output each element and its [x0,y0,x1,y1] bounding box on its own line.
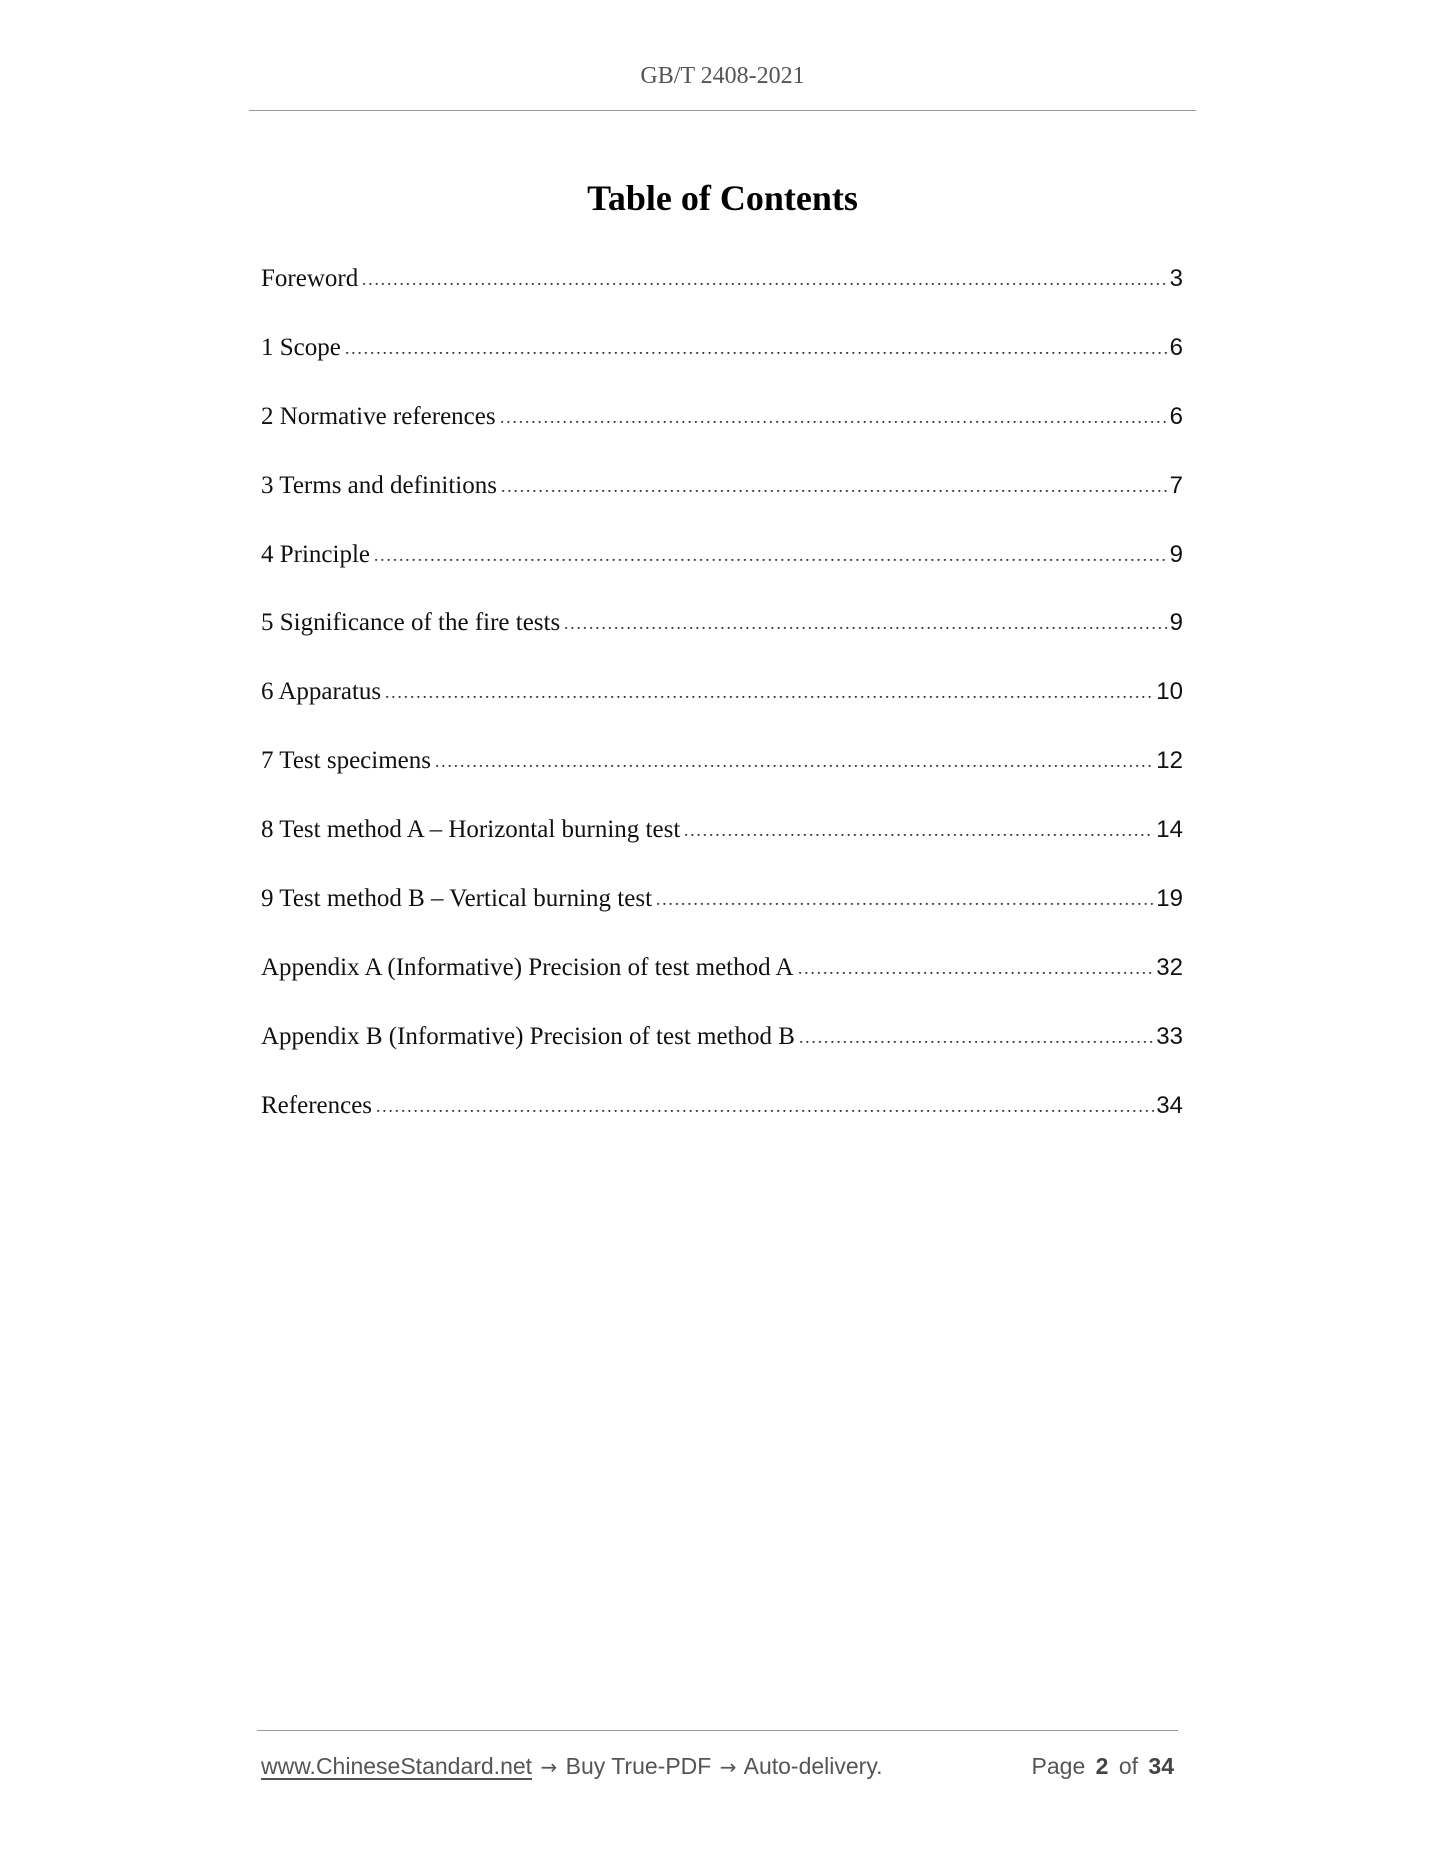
toc-entry-terms-and-definitions[interactable] [261,471,1183,540]
arrow-right-icon: → [540,1755,558,1779]
toc-entry-label: 1 Scope [261,333,341,361]
toc-entry-label: 8 Test method A – Horizontal burning test [261,816,681,844]
toc-entry-label: 6 Apparatus [261,678,382,706]
page-footer [257,1730,1178,1790]
toc-entry-page: 19 [1156,885,1183,913]
toc-entry-page: 9 [1169,609,1183,637]
toc-entry-test-method-b[interactable] [261,884,1183,953]
current-page-number: 2 [1095,1753,1109,1779]
toc-entry-label: Appendix B (Informative) Precision of test method B [261,1022,795,1050]
toc-entry-label: Appendix A (Informative) Precision of test method A [261,953,794,981]
toc-entry-test-specimens[interactable] [261,746,1183,815]
toc-entry-appendix-a[interactable] [261,953,1183,1022]
toc-entry-label: 9 Test method B – Vertical burning test [261,885,653,913]
toc-entry-page: 3 [1169,265,1183,292]
dot-leader [384,696,1154,698]
toc-entry-test-method-a[interactable] [261,815,1183,884]
toc-entry-label: 2 Normative references [261,402,496,430]
dot-leader [563,627,1167,629]
page-title: Table of Contents [587,178,858,219]
toc-entry-page: 6 [1169,333,1183,361]
toc-entry-page: 34 [1156,1091,1183,1119]
toc-entry-label: 7 Test specimens [261,747,431,775]
toc-entry-page: 33 [1156,1022,1183,1050]
document-code: GB/T 2408-2021 [640,63,805,89]
dot-leader [361,283,1167,285]
footer-step-buy: Buy True-PDF [565,1753,712,1779]
toc-entry-label: 4 Principle [261,540,371,568]
toc-entry-label: 5 Significance of the fire tests [261,609,561,637]
dot-leader [798,1041,1154,1043]
dot-leader [499,421,1168,423]
table-of-contents [261,264,1183,1160]
toc-entry-principle[interactable] [261,540,1183,609]
toc-entry-page: 32 [1156,953,1183,981]
toc-entry-page: 10 [1156,678,1183,706]
arrow-right-icon: → [719,1755,737,1779]
page-label: Page [1031,1753,1086,1779]
of-label: of [1118,1753,1139,1779]
toc-entry-page: 7 [1169,471,1183,499]
toc-entry-apparatus[interactable] [261,677,1183,746]
dot-leader [500,490,1168,492]
toc-entry-scope[interactable] [261,333,1183,402]
total-page-count: 34 [1148,1753,1174,1779]
toc-entry-page: 12 [1156,747,1183,775]
toc-entry-page: 6 [1169,402,1183,430]
footer-step-delivery: Auto-delivery. [743,1753,883,1779]
footer-divider [257,1730,1178,1731]
dot-leader [797,972,1155,974]
dot-leader [655,903,1154,905]
footer-promo [261,1752,883,1781]
toc-entry-label: Foreword [261,265,359,292]
toc-entry-label: References [261,1091,373,1119]
toc-entry-appendix-b[interactable] [261,1022,1183,1091]
toc-entry-page: 14 [1156,816,1183,844]
toc-entry-foreword[interactable] [261,264,1183,333]
page-indicator [1032,1752,1174,1780]
header-divider [249,110,1196,111]
dot-leader [373,559,1168,561]
website-link[interactable]: www.ChineseStandard.net [261,1753,533,1779]
dot-leader [434,765,1154,767]
toc-entry-significance-of-fire-tests[interactable] [261,608,1183,677]
dot-leader [344,352,1168,354]
toc-entry-references[interactable] [261,1091,1183,1160]
dot-leader [375,1110,1154,1112]
dot-leader [683,834,1154,836]
toc-entry-normative-references[interactable] [261,402,1183,471]
page-header [249,0,1196,112]
toc-entry-label: 3 Terms and definitions [261,471,497,499]
toc-entry-page: 9 [1169,540,1183,568]
